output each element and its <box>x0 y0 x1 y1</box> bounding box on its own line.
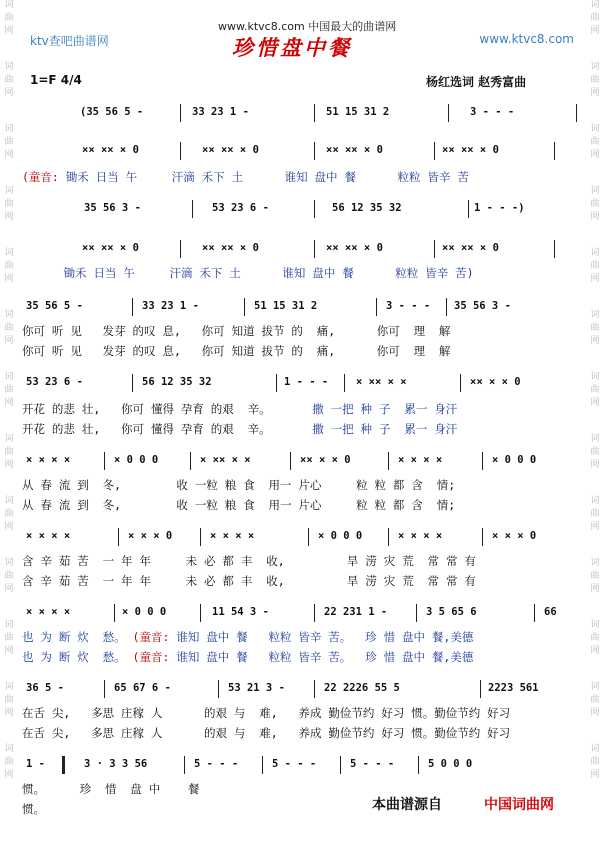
measure: × 0 0 0 <box>114 454 159 466</box>
header-site-center: www.ktvc8.com 中国最大的曲谱网 <box>218 20 397 33</box>
barline <box>576 104 577 122</box>
measure: 3 · 3 3 56 <box>84 758 148 770</box>
score-row-11 <box>22 756 582 772</box>
watermark-char: 曲 <box>4 261 14 271</box>
source-site-link[interactable]: 中国词曲网 <box>484 797 554 813</box>
watermark-char: 网 <box>590 150 600 160</box>
measure: 1 - <box>26 758 45 770</box>
measure: 22 2226 55 5 <box>324 682 400 694</box>
measure: × 0 0 0 <box>122 606 167 618</box>
measure: ×× ×× × 0 <box>326 242 383 254</box>
lyric-text-blue: 谁知 盘中 餐 粒粒 皆辛 苦。 珍 惜 盘中 餐,美德 <box>169 650 474 664</box>
watermark-char: 曲 <box>4 13 14 23</box>
watermark-char: 曲 <box>4 447 14 457</box>
watermark-char: 词 <box>4 744 14 754</box>
watermark-char: 网 <box>590 522 600 532</box>
barline <box>114 604 115 622</box>
watermark-char: 网 <box>4 150 14 160</box>
barline <box>314 142 315 160</box>
watermark-char: 网 <box>4 708 14 718</box>
measure: 3 - - - <box>470 106 515 118</box>
barline <box>118 528 119 546</box>
watermark-char: 词 <box>4 0 14 10</box>
measure: 35 56 3 - <box>84 202 141 214</box>
barline <box>314 680 315 698</box>
barline <box>480 680 481 698</box>
watermark-char: 网 <box>590 398 600 408</box>
watermark-char: 曲 <box>590 757 600 767</box>
watermark-group <box>588 434 602 496</box>
barline <box>184 756 185 774</box>
measure: ×× ×× × 0 <box>202 242 259 254</box>
watermark-char: 词 <box>590 248 600 258</box>
watermark-char: 曲 <box>4 571 14 581</box>
child-voice-marker: (童音: <box>132 630 170 644</box>
barline <box>180 104 181 122</box>
watermark-char: 曲 <box>590 199 600 209</box>
measure: ×× ×× × 0 <box>326 144 383 156</box>
watermark-char: 曲 <box>590 323 600 333</box>
barline <box>132 374 133 392</box>
watermark-char: 网 <box>590 336 600 346</box>
barline <box>290 452 291 470</box>
measure: 53 21 3 - <box>228 682 285 694</box>
watermark-group <box>588 186 602 248</box>
watermark-group <box>2 434 16 496</box>
watermark-char: 曲 <box>4 75 14 85</box>
measure: × ×× × × <box>356 376 407 388</box>
watermark-char: 词 <box>590 62 600 72</box>
measure: 35 56 5 - <box>26 300 83 312</box>
barline <box>554 142 555 160</box>
measure: × × × 0 <box>128 530 173 542</box>
lyric-verse-2-line-3: 从 春 流 到 冬, 收 一粒 粮 食 用一 片心 粒 粒 都 含 情; <box>22 498 456 512</box>
score-row-1 <box>22 104 582 120</box>
watermark-char: 曲 <box>4 385 14 395</box>
watermark-char: 网 <box>4 26 14 36</box>
measure: × 0 0 0 <box>492 454 537 466</box>
barline <box>460 374 461 392</box>
watermark-char: 词 <box>4 682 14 692</box>
measure: × × × 0 <box>492 530 537 542</box>
watermark-char: 网 <box>4 274 14 284</box>
lyric-line-child-intro <box>22 168 582 186</box>
measure: ×× ×× × 0 <box>202 144 259 156</box>
watermark-char: 网 <box>590 646 600 656</box>
watermark-char: 网 <box>4 398 14 408</box>
watermark-group <box>2 62 16 124</box>
barline <box>180 240 181 258</box>
watermark-char: 词 <box>4 372 14 382</box>
watermark-char: 词 <box>590 682 600 692</box>
watermark-right <box>588 0 602 842</box>
watermark-group <box>2 248 16 310</box>
watermark-char: 网 <box>4 522 14 532</box>
measure: × × × × <box>398 530 443 542</box>
watermark-group <box>2 0 16 62</box>
watermark-char: 词 <box>590 186 600 196</box>
measure: 36 5 - <box>26 682 64 694</box>
watermark-char: 词 <box>4 620 14 630</box>
lyric-verse-2-line-4: 含 辛 茹 苦 一 年 年 未 必 都 丰 收, 旱 涝 灾 荒 常 常 有 <box>22 574 476 588</box>
watermark-char: 词 <box>4 434 14 444</box>
measure: × 0 0 0 <box>318 530 363 542</box>
measure: 66 <box>544 606 557 618</box>
barline <box>200 528 201 546</box>
watermark-char: 网 <box>590 26 600 36</box>
measure: 1 - - -) <box>474 202 525 214</box>
measure: × × × × <box>398 454 443 466</box>
score-row-2 <box>22 142 582 158</box>
measure: 2223 561 <box>488 682 539 694</box>
watermark-char: 词 <box>4 124 14 134</box>
measure: × × × × <box>210 530 255 542</box>
watermark-char: 曲 <box>4 137 14 147</box>
measure: 5 - - - <box>350 758 395 770</box>
measure: ×× × × 0 <box>470 376 521 388</box>
child-voice-marker: (童音: <box>22 170 59 184</box>
lyric-verse-1-line-1: 你可 听 见 发芽 的叹 息, 你可 知道 拔节 的 痛, 你可 理 解 <box>22 324 451 338</box>
lyric-verse-2-line-2 <box>22 420 582 438</box>
watermark-char: 词 <box>4 62 14 72</box>
lyric-verse-1-line-7: 惯。 珍 惜 盘 中 餐 <box>22 782 200 796</box>
watermark-char: 曲 <box>4 509 14 519</box>
measure: 33 23 1 - <box>142 300 199 312</box>
score-row-7 <box>22 452 582 468</box>
barline <box>314 240 315 258</box>
watermark-char: 词 <box>590 744 600 754</box>
lyric-text-blue: 谁知 盘中 餐 粒粒 皆辛 苦。 珍 惜 盘中 餐,美德 <box>169 630 474 644</box>
barline <box>416 604 417 622</box>
repeat-barline <box>62 756 65 774</box>
watermark-char: 曲 <box>590 385 600 395</box>
measure: × × × × <box>26 606 71 618</box>
score-row-4 <box>22 240 582 256</box>
measure: 5 - - - <box>194 758 239 770</box>
watermark-group <box>2 372 16 434</box>
measure: 51 15 31 2 <box>254 300 318 312</box>
watermark-group <box>588 124 602 186</box>
barline <box>388 452 389 470</box>
child-lyric: 锄禾 日当 午 汗滴 禾下 土 谁知 盘中 餐 粒粒 皆辛 苦 <box>58 170 469 184</box>
measure: 53 23 6 - <box>212 202 269 214</box>
barline <box>434 142 435 160</box>
watermark-char: 词 <box>590 496 600 506</box>
watermark-char: 词 <box>590 0 600 10</box>
watermark-char: 网 <box>590 708 600 718</box>
lyric-verse-2-line-5 <box>22 648 582 666</box>
watermark-group <box>2 744 16 806</box>
watermark-group <box>2 682 16 744</box>
barline <box>434 240 435 258</box>
song-title: 珍惜盘中餐 <box>232 35 352 60</box>
watermark-char: 词 <box>4 496 14 506</box>
watermark-char: 网 <box>590 88 600 98</box>
measure: 3 5 65 6 <box>426 606 477 618</box>
watermark-char: 曲 <box>590 137 600 147</box>
barline <box>218 680 219 698</box>
barline <box>376 298 377 316</box>
lyric-verse-1-line-5 <box>22 628 582 646</box>
watermark-char: 网 <box>4 770 14 780</box>
measure: 1 - - - <box>284 376 329 388</box>
watermark-char: 词 <box>590 310 600 320</box>
watermark-group <box>588 248 602 310</box>
measure: 5 - - - <box>272 758 317 770</box>
watermark-group <box>588 372 602 434</box>
watermark-char: 词 <box>590 620 600 630</box>
lyric-verse-2-line-6: 在舌 尖, 多思 庄稼 人 的艰 与 难, 养成 勤俭节约 好习 惯。勤俭节约 好习 <box>22 726 511 740</box>
lyric-text-blue: 也 为 断 炊 愁。 <box>22 630 133 644</box>
barline <box>192 200 193 218</box>
measure: 22 231 1 - <box>324 606 388 618</box>
barline <box>340 756 341 774</box>
watermark-char: 网 <box>590 770 600 780</box>
watermark-char: 曲 <box>4 323 14 333</box>
measure: (35 56 5 - <box>80 106 144 118</box>
barline <box>314 604 315 622</box>
barline <box>482 528 483 546</box>
watermark-char: 网 <box>4 88 14 98</box>
barline <box>244 298 245 316</box>
barline <box>446 298 447 316</box>
watermark-group <box>2 558 16 620</box>
source-label: 本曲谱源自 <box>372 797 442 813</box>
watermark-char: 网 <box>4 646 14 656</box>
score-row-5 <box>22 298 582 314</box>
header-site-left: ktv查吧曲谱网 <box>30 34 109 48</box>
barline <box>200 604 201 622</box>
measure: × × × × <box>26 454 71 466</box>
watermark-group <box>2 124 16 186</box>
measure: 11 54 3 - <box>212 606 269 618</box>
watermark-group <box>2 186 16 248</box>
watermark-group <box>2 620 16 682</box>
watermark-char: 词 <box>4 248 14 258</box>
watermark-group <box>588 744 602 806</box>
barline <box>104 680 105 698</box>
watermark-char: 曲 <box>590 447 600 457</box>
lyric-text-blue: 撒 一把 种 子 累一 身汗 <box>270 402 458 416</box>
barline <box>344 374 345 392</box>
watermark-char: 词 <box>590 372 600 382</box>
watermark-char: 网 <box>590 212 600 222</box>
watermark-char: 网 <box>4 336 14 346</box>
measure: 3 - - - <box>386 300 431 312</box>
watermark-char: 网 <box>590 460 600 470</box>
score-row-10 <box>22 680 582 696</box>
barline <box>104 452 105 470</box>
watermark-group <box>588 620 602 682</box>
barline <box>180 142 181 160</box>
watermark-char: 词 <box>590 434 600 444</box>
lyric-text: 开花 的悲 壮, 你可 懂得 孕育 的艰 辛。 <box>22 422 271 436</box>
barline <box>388 528 389 546</box>
measure: 5 0 0 0 <box>428 758 473 770</box>
watermark-char: 曲 <box>4 757 14 767</box>
barline <box>132 298 133 316</box>
watermark-group <box>588 310 602 372</box>
barline <box>314 200 315 218</box>
watermark-char: 网 <box>4 460 14 470</box>
watermark-char: 网 <box>590 584 600 594</box>
watermark-char: 词 <box>4 310 14 320</box>
measure: ×× × × 0 <box>300 454 351 466</box>
lyric-line-child-intro-2: 锄禾 日当 午 汗滴 禾下 土 谁知 盘中 餐 粒粒 皆辛 苦) <box>22 266 474 280</box>
watermark-char: 曲 <box>590 509 600 519</box>
measure: 35 56 3 - <box>454 300 511 312</box>
barline <box>276 374 277 392</box>
watermark-char: 曲 <box>590 261 600 271</box>
lyric-verse-2-line-7: 惯。 <box>22 802 45 816</box>
barline <box>554 240 555 258</box>
barline <box>190 452 191 470</box>
barline <box>314 104 315 122</box>
lyric-verse-2-line-1: 你可 听 见 发芽 的叹 息, 你可 知道 拔节 的 痛, 你可 理 解 <box>22 344 451 358</box>
watermark-char: 曲 <box>590 13 600 23</box>
barline <box>468 200 469 218</box>
barline <box>448 104 449 122</box>
lyric-text: 开花 的悲 壮, 你可 懂得 孕育 的艰 辛。 <box>22 402 271 416</box>
measure: ×× ×× × 0 <box>82 242 139 254</box>
lyric-verse-1-line-4: 含 辛 茹 苦 一 年 年 未 必 都 丰 收, 旱 涝 灾 荒 常 常 有 <box>22 554 476 568</box>
header-site-right: www.ktvc8.com <box>479 32 574 46</box>
barline <box>262 756 263 774</box>
measure: 53 23 6 - <box>26 376 83 388</box>
measure: × ×× × × <box>200 454 251 466</box>
barline <box>534 604 535 622</box>
child-voice-marker: (童音: <box>132 650 170 664</box>
watermark-char: 曲 <box>590 75 600 85</box>
watermark-char: 网 <box>4 212 14 222</box>
watermark-group <box>588 0 602 62</box>
watermark-char: 网 <box>4 584 14 594</box>
watermark-char: 词 <box>590 558 600 568</box>
score-row-6 <box>22 374 582 390</box>
lyric-text-blue: 也 为 断 炊 愁。 <box>22 650 133 664</box>
barline <box>308 528 309 546</box>
watermark-char: 曲 <box>4 199 14 209</box>
measure: 65 67 6 - <box>114 682 171 694</box>
score-row-8 <box>22 528 582 544</box>
watermark-char: 曲 <box>4 695 14 705</box>
lyric-verse-1-line-2 <box>22 400 582 418</box>
watermark-char: 网 <box>590 274 600 284</box>
watermark-char: 词 <box>590 124 600 134</box>
watermark-char: 曲 <box>590 571 600 581</box>
watermark-char: 曲 <box>590 633 600 643</box>
watermark-group <box>588 62 602 124</box>
watermark-left <box>2 0 16 842</box>
score-row-3 <box>22 200 582 216</box>
watermark-char: 词 <box>4 186 14 196</box>
watermark-group <box>588 496 602 558</box>
score-row-9 <box>22 604 582 620</box>
watermark-group <box>588 682 602 744</box>
watermark-group <box>2 310 16 372</box>
measure: ×× ×× × 0 <box>442 242 499 254</box>
measure: 51 15 31 2 <box>326 106 390 118</box>
watermark-group <box>588 558 602 620</box>
watermark-char: 词 <box>4 558 14 568</box>
lyric-text-blue: 撒 一把 种 子 累一 身汗 <box>270 422 458 436</box>
lyric-verse-1-line-3: 从 春 流 到 冬, 收 一粒 粮 食 用一 片心 粒 粒 都 含 情; <box>22 478 456 492</box>
measure: 33 23 1 - <box>192 106 249 118</box>
measure: 56 12 35 32 <box>332 202 402 214</box>
barline <box>418 756 419 774</box>
measure: × × × × <box>26 530 71 542</box>
lyric-verse-1-line-6: 在舌 尖, 多思 庄稼 人 的艰 与 难, 养成 勤俭节约 好习 惯。勤俭节约 好习 <box>22 706 511 720</box>
measure: ×× ×× × 0 <box>442 144 499 156</box>
watermark-char: 曲 <box>590 695 600 705</box>
measure: 56 12 35 32 <box>142 376 212 388</box>
watermark-group <box>2 496 16 558</box>
key-signature: 1=F 4/4 <box>30 73 82 87</box>
credits: 杨红选词 赵秀富曲 <box>426 75 527 89</box>
measure: ×× ×× × 0 <box>82 144 139 156</box>
barline <box>482 452 483 470</box>
watermark-char: 曲 <box>4 633 14 643</box>
